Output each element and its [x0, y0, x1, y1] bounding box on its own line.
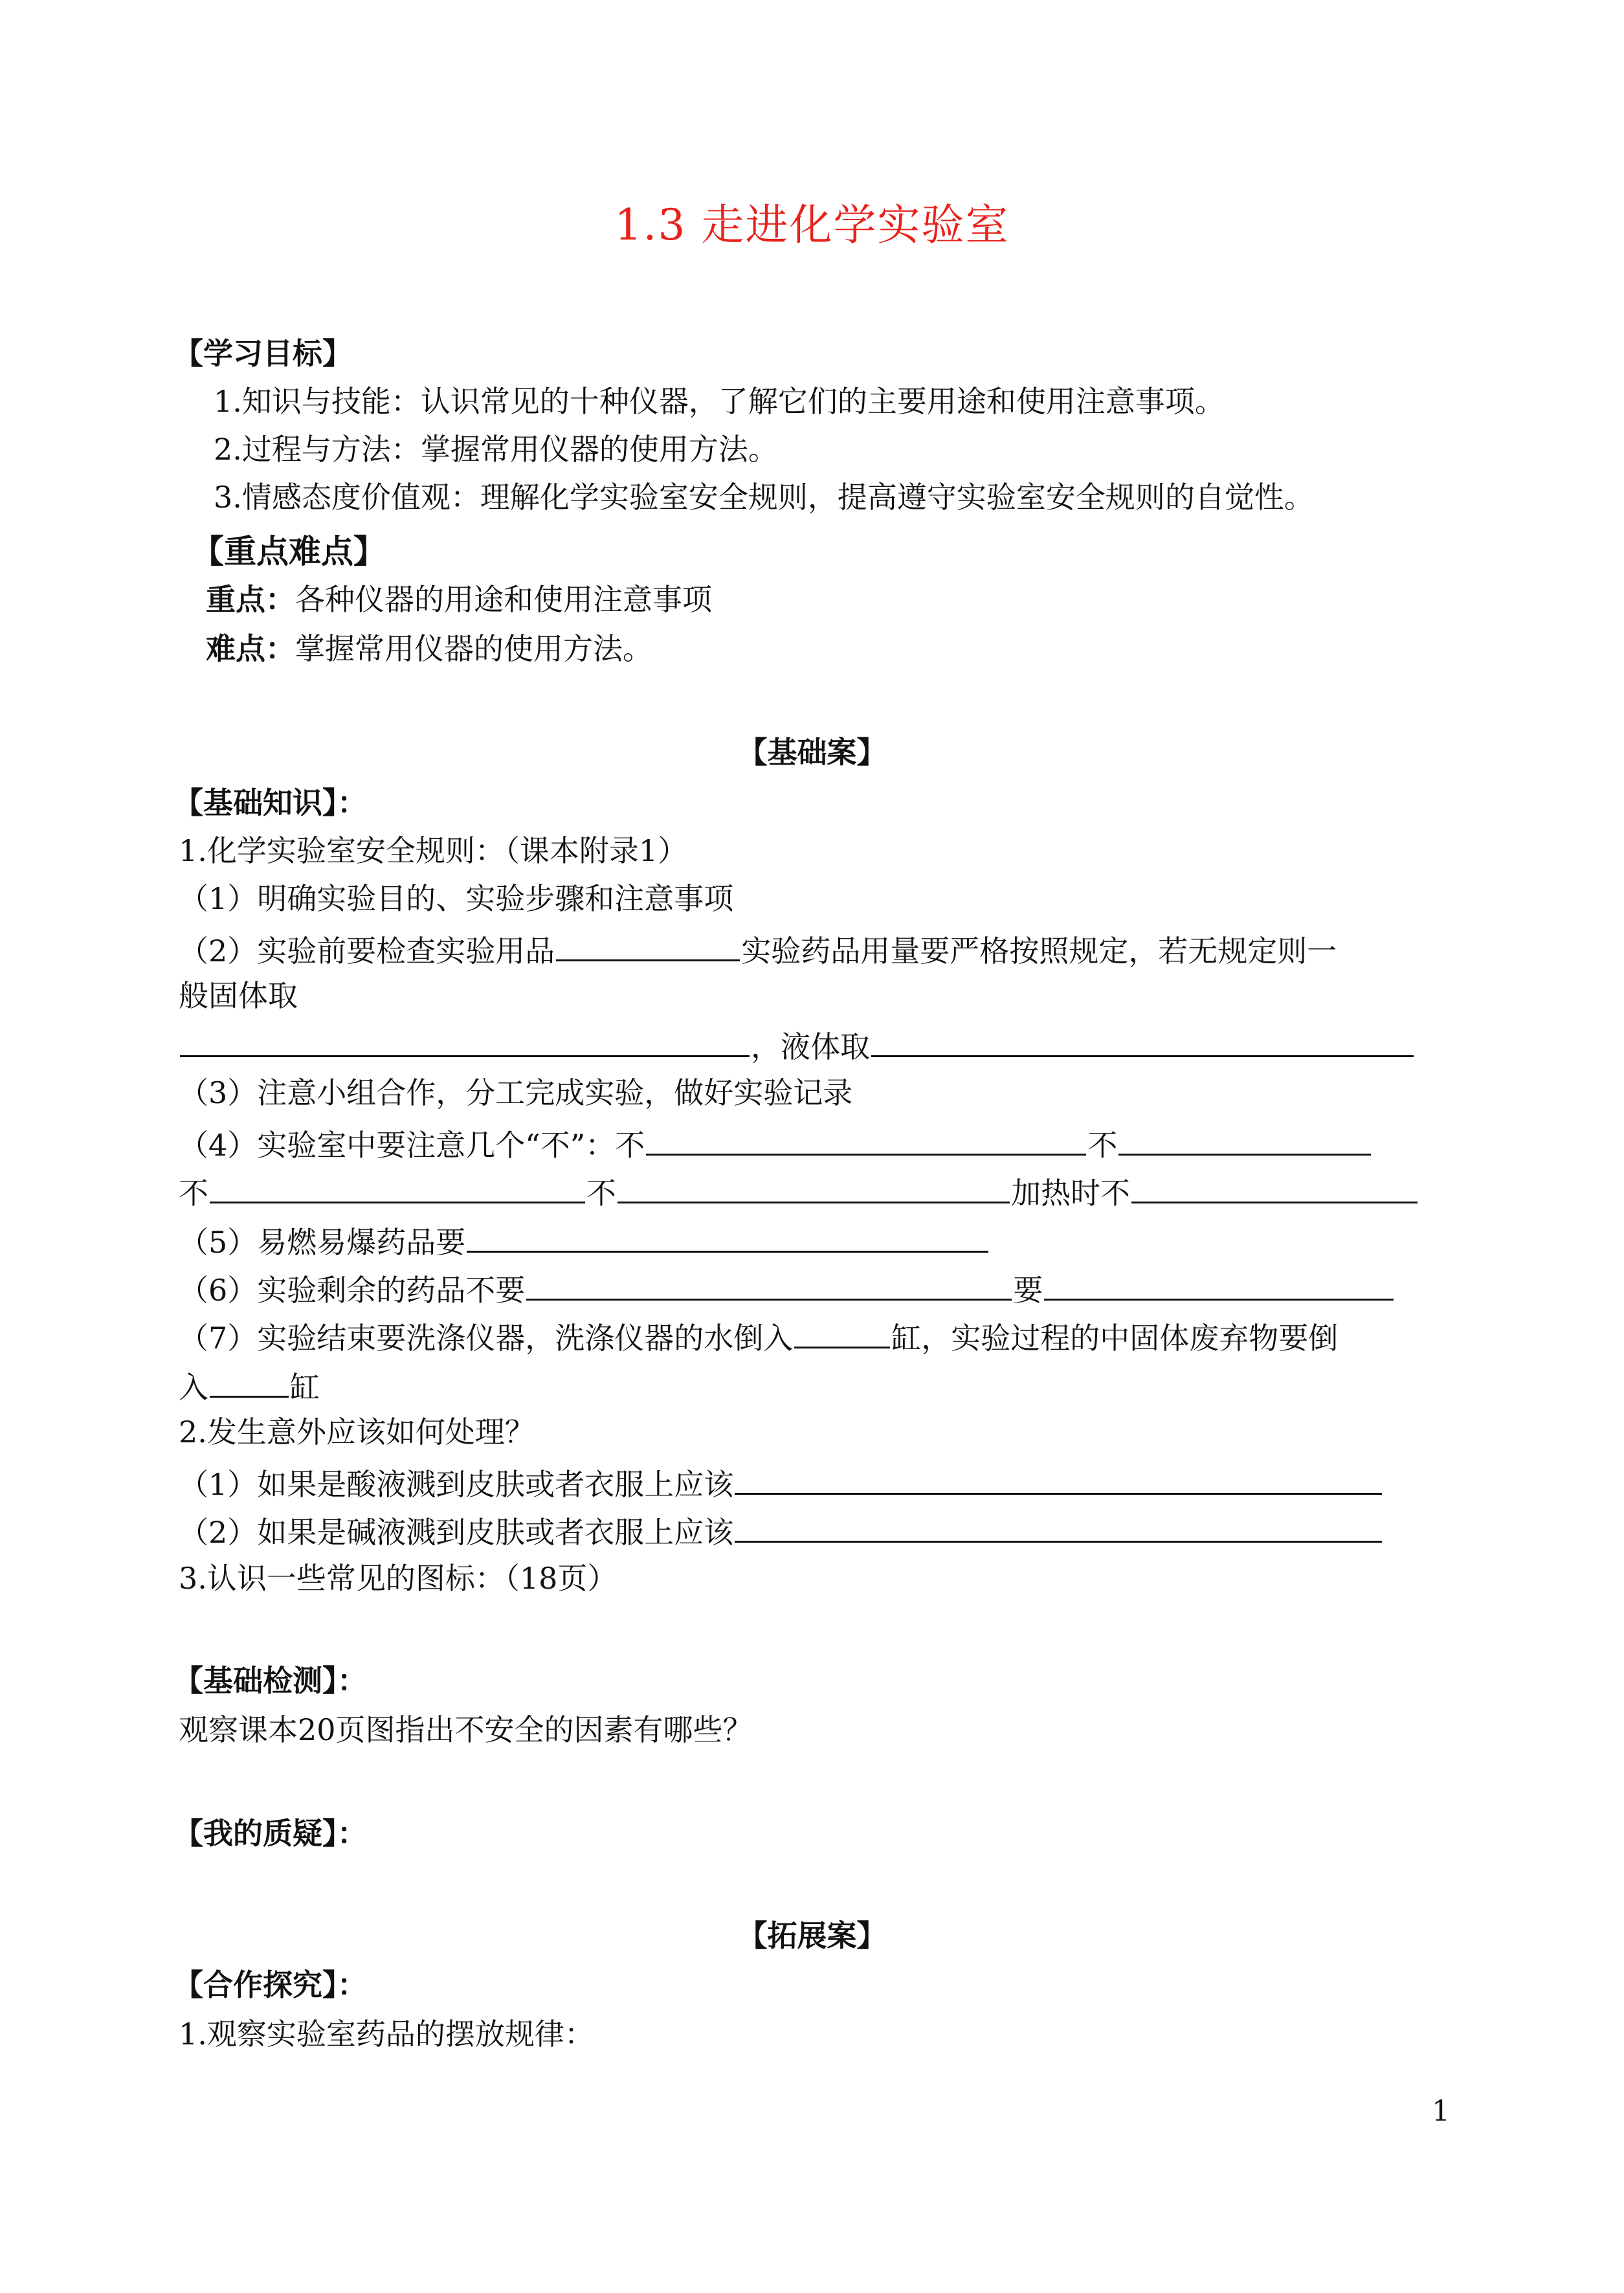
rule-item-2-cont: 般固体取	[179, 978, 298, 1013]
difficulty-text: 掌握常用仪器的使用方法。	[295, 631, 652, 666]
rule-item-7: （7）实验结束要洗涤仪器，洗涤仪器的水倒入 缸，实验过程的中固体废弃物要倒	[179, 1317, 1338, 1356]
fill-blank[interactable]	[871, 1025, 1414, 1057]
rule-title: 1.化学实验室安全规则：（课本附录1）	[179, 833, 688, 868]
key-point-label: 重点：	[206, 582, 295, 617]
rule-item-6: （6）实验剩余的药品不要 要	[179, 1269, 1395, 1308]
fill-blank[interactable]	[210, 1366, 289, 1398]
fill-blank[interactable]	[735, 1463, 1382, 1495]
inquiry-item-1: 1.观察实验室药品的摆放规律：	[179, 2017, 594, 2052]
key-point-text: 各种仪器的用途和使用注意事项	[295, 582, 712, 617]
fill-blank[interactable]	[794, 1317, 890, 1348]
basic-test-question: 观察课本20页图指出不安全的因素有哪些？	[179, 1712, 753, 1747]
rule-item-4: （4）实验室中要注意几个“不”：不 不	[179, 1124, 1372, 1163]
subheading-cooperative-inquiry: 【合作探究】：	[173, 1967, 367, 2002]
subheading-basic-test: 【基础检测】：	[173, 1663, 367, 1698]
accident-title: 2.发生意外应该如何处理？	[179, 1415, 535, 1449]
fill-blank[interactable]	[735, 1511, 1382, 1543]
section-heading-learning-goals: 【学习目标】	[173, 336, 352, 371]
fill-blank[interactable]	[1131, 1172, 1418, 1203]
difficulty-line	[206, 631, 652, 667]
section-heading-basic-case: 【基础案】	[737, 735, 887, 770]
rule-item-3: （3）注意小组合作，分工完成实验，做好实验记录	[179, 1075, 853, 1110]
page-title: 1.3 走进化学实验室	[614, 200, 1010, 250]
fill-blank[interactable]	[1044, 1269, 1394, 1301]
page-number: 1	[1432, 2095, 1450, 2128]
accident-item-2: （2）如果是碱液溅到皮肤或者衣服上应该	[179, 1511, 1383, 1550]
goal-item-1: 1.知识与技能：认识常见的十种仪器，了解它们的主要用途和使用注意事项。	[214, 384, 1225, 419]
subheading-basic-knowledge: 【基础知识】：	[173, 785, 367, 820]
difficulty-label: 难点：	[206, 631, 295, 666]
rule-item-4-cont: 不 不 加热时不	[179, 1172, 1419, 1211]
accident-item-1: （1）如果是酸液溅到皮肤或者衣服上应该	[179, 1463, 1383, 1503]
fill-blank[interactable]	[467, 1221, 988, 1253]
rule-item-2: （2）实验前要检查实验用品 实验药品用量要严格按照规定，若无规定则一	[179, 930, 1337, 969]
section-heading-key-points: 【重点难点】	[192, 533, 386, 570]
subheading-my-questions: 【我的质疑】：	[173, 1816, 367, 1851]
fill-blank[interactable]	[210, 1172, 585, 1203]
rule-item-1: （1）明确实验目的、实验步骤和注意事项	[179, 881, 734, 916]
goal-item-2: 2.过程与方法：掌握常用仪器的使用方法。	[214, 432, 778, 467]
rule-item-2-blanks: ，液体取	[179, 1025, 1415, 1065]
fill-blank[interactable]	[180, 1025, 750, 1057]
fill-blank[interactable]	[556, 930, 740, 961]
signs-item: 3.认识一些常见的图标：（18页）	[179, 1561, 617, 1596]
key-point-line	[206, 581, 712, 618]
fill-blank[interactable]	[617, 1172, 1010, 1203]
section-heading-extension-case: 【拓展案】	[737, 1918, 887, 1953]
rule-item-7-cont: 入 缸	[179, 1366, 320, 1405]
goal-item-3: 3.情感态度价值观：理解化学实验室安全规则，提高遵守实验室安全规则的自觉性。	[214, 480, 1314, 515]
rule-item-5: （5）易燃易爆药品要	[179, 1221, 990, 1260]
fill-blank[interactable]	[1118, 1124, 1371, 1156]
fill-blank[interactable]	[526, 1269, 1012, 1301]
fill-blank[interactable]	[646, 1124, 1086, 1156]
